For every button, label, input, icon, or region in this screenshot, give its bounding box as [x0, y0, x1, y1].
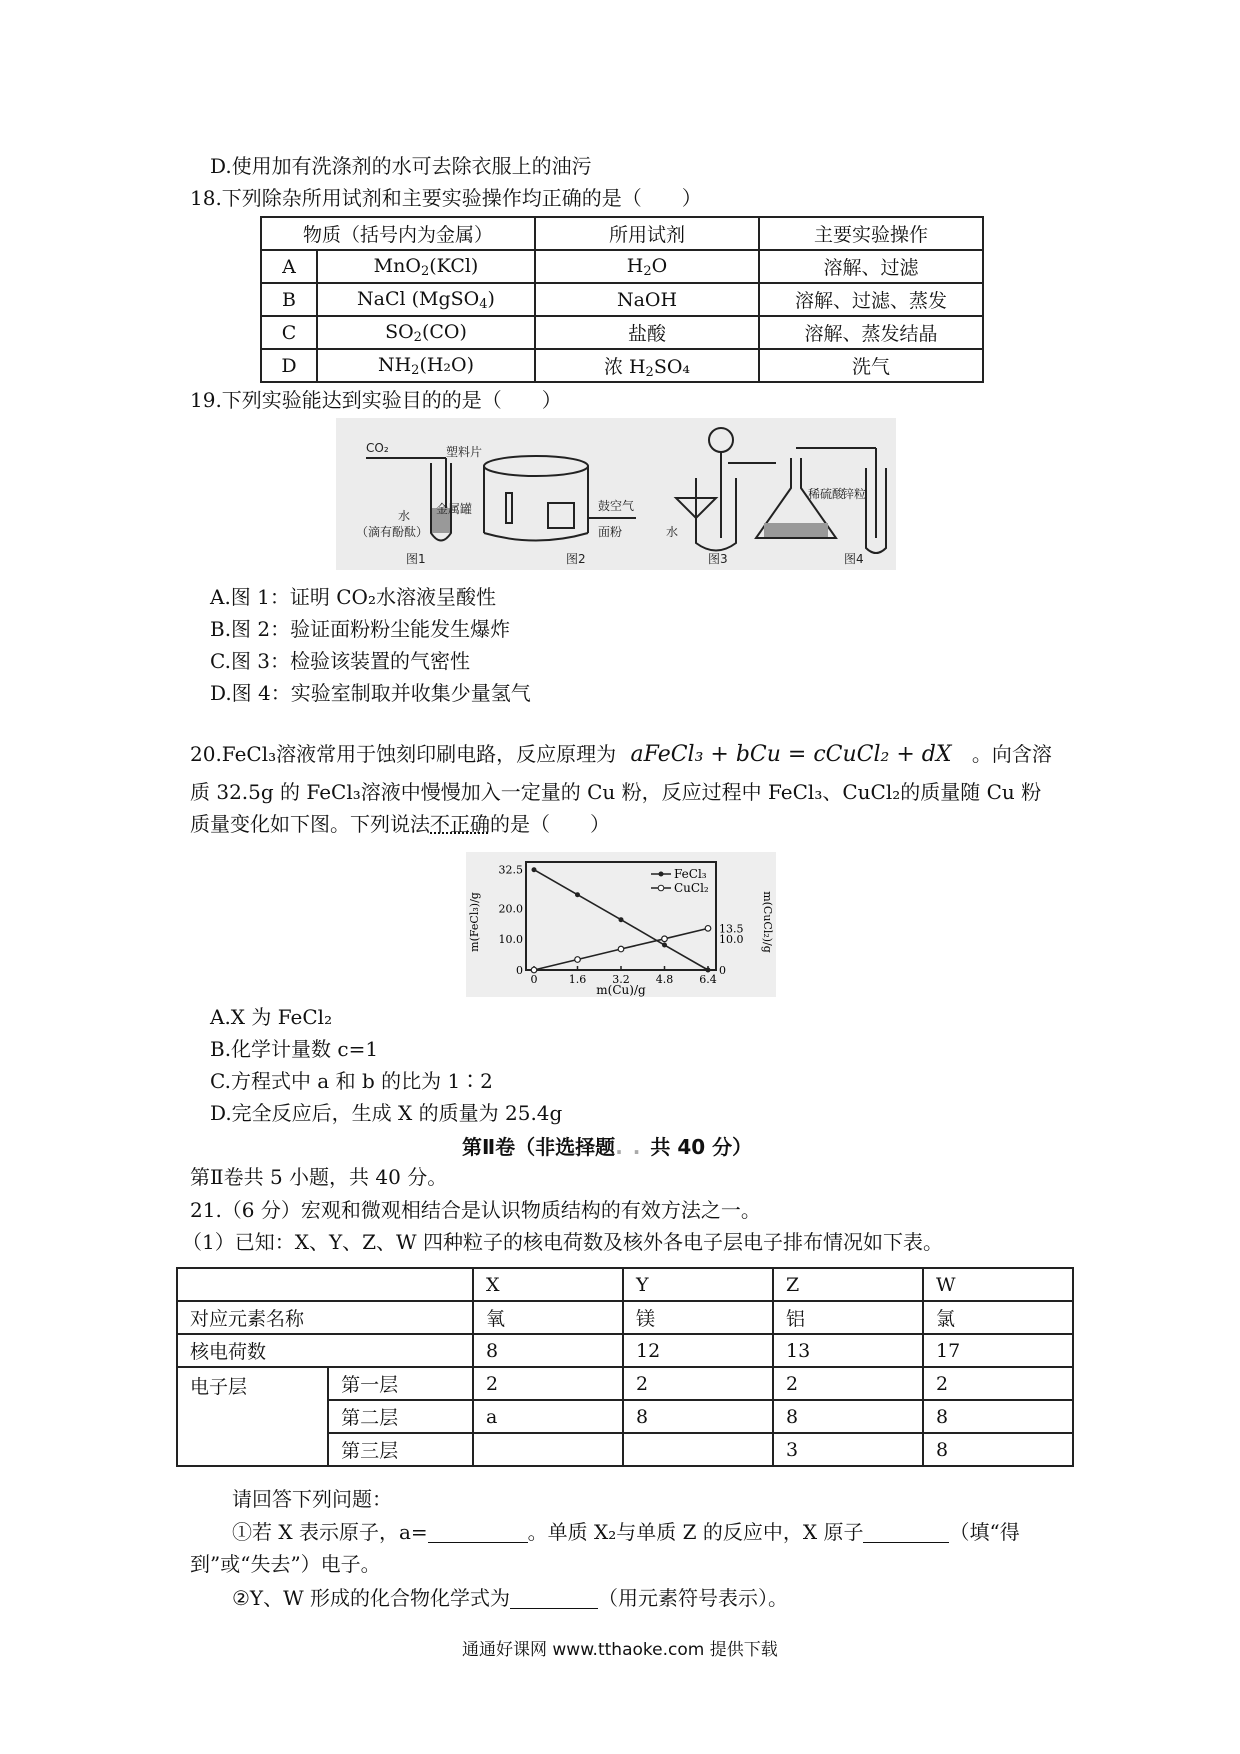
fig1-co2-label: CO₂ — [366, 441, 389, 455]
substance: NaCl (MgSO$_4$) — [317, 283, 535, 316]
col-w: W — [923, 1268, 1073, 1301]
data-point-cucl2 — [575, 957, 581, 963]
part2-description: 第Ⅱ卷共 5 小题，共 40 分。 — [190, 1165, 448, 1189]
x-tick-label: 1.6 — [568, 973, 587, 986]
row-element-name: 对应元素名称 氧 镁 铝 氯 — [177, 1301, 1073, 1334]
y-left-tick-label: 0 — [516, 964, 523, 977]
fig1-water-label: 水 — [398, 509, 411, 523]
q21-prompt: 请回答下列问题： — [232, 1487, 392, 1511]
row-nuclear-charge: 核电荷数 8 12 13 17 — [177, 1334, 1073, 1367]
q20-option-a: A.X 为 FeCl₂ — [210, 1005, 333, 1029]
col-y: Y — [623, 1268, 773, 1301]
x-tick-label: 3.2 — [612, 973, 630, 986]
fig2-caption: 图2 — [566, 552, 586, 566]
fig2-flour-label: 面粉 — [598, 525, 623, 539]
row-label: D — [261, 349, 317, 382]
q20-equation: aFeCl₃ + bCu = cCuCl₂ + dX — [630, 742, 952, 767]
y-right-tick-label: 0 — [719, 964, 726, 977]
page-footer: 通通好课网 www.tthaoke.com 提供下载 — [462, 1640, 778, 1660]
x-tick-label: 4.8 — [655, 973, 674, 986]
data-point-fecl3 — [532, 867, 537, 872]
legend-marker — [659, 872, 664, 877]
y-right-tick-label: 13.5 — [719, 922, 744, 936]
legend-label: CuCl₂ — [674, 881, 709, 895]
reagent: 盐酸 — [535, 316, 759, 349]
y-right-tick-label: 10.0 — [719, 933, 744, 947]
reagent: 浓 $H_2SO_4$ — [535, 349, 759, 382]
reagent: $H_2O$ — [535, 250, 759, 283]
fig3-caption: 图3 — [708, 552, 728, 566]
y-right-axis-label: m(CuCl₂)/g — [761, 891, 774, 953]
q20-option-d: D.完全反应后，生成 X 的质量为 25.4g — [210, 1101, 563, 1125]
data-point-cucl2 — [618, 946, 624, 952]
q19-option-b: B.图 2：验证面粉粉尘能发生爆炸 — [210, 617, 511, 641]
legend-label: FeCl₃ — [674, 867, 707, 881]
q20-stem-line2: 质 32.5g 的 FeCl₃溶液中慢慢加入一定量的 Cu 粉，反应过程中 FeCl₃、CuCl₂的质量随 Cu 粉 — [190, 780, 1042, 804]
q19-option-d: D.图 4：实验室制取并收集少量氢气 — [210, 681, 531, 705]
q18-header-substance: 物质（括号内为金属） — [261, 217, 535, 250]
q20-stem-line1 — [190, 740, 1052, 769]
q19-option-c: C.图 3：检验该装置的气密性 — [210, 649, 471, 673]
substance: $SO_2(CO)$ — [317, 316, 535, 349]
fig1-note-label: （滴有酚酞） — [356, 525, 429, 539]
row-label: A — [261, 250, 317, 283]
q18-table — [260, 216, 984, 383]
answer-blank-a[interactable] — [428, 1522, 528, 1543]
data-point-fecl3 — [619, 917, 624, 922]
x-tick-label: 0 — [530, 973, 538, 986]
operation: 溶解、过滤 — [759, 250, 983, 283]
fig4-acid-label: 稀硫酸 — [808, 487, 845, 501]
col-z: Z — [773, 1268, 923, 1301]
q21-question-1-cont: 到”或“失去”）电子。 — [190, 1552, 381, 1576]
reagent: NaOH — [535, 283, 759, 316]
q18-stem: 18.下列除杂所用试剂和主要实验操作均正确的是（ ） — [190, 186, 702, 210]
operation: 溶解、过滤、蒸发 — [759, 283, 983, 316]
row-label: C — [261, 316, 317, 349]
q20-chart — [466, 852, 776, 997]
q20-stem-b: 。向含溶 — [971, 742, 1052, 766]
y-left-axis-label: m(FeCl₃)/g — [468, 892, 481, 952]
q18-row-c — [261, 316, 983, 349]
data-point-fecl3 — [575, 892, 580, 897]
data-point-cucl2 — [705, 926, 711, 932]
q19-apparatus-figure — [336, 418, 896, 570]
q18-header-reagent: 所用试剂 — [535, 217, 759, 250]
fig4-caption: 图4 — [844, 552, 864, 566]
q18-header-operation: 主要实验操作 — [759, 217, 983, 250]
data-point-fecl3 — [706, 968, 711, 973]
q21-table — [176, 1267, 1074, 1467]
q19-stem: 19.下列实验能达到实验目的的是（ ） — [190, 388, 562, 412]
operation: 溶解、蒸发结晶 — [759, 316, 983, 349]
fig4-zinc-label: 锌粒 — [842, 487, 867, 501]
substance: $NH_2(H_2O)$ — [317, 349, 535, 382]
q21-stem: 21.（6 分）宏观和微观相结合是认识物质结构的有效方法之一。 — [190, 1198, 761, 1222]
x-axis-label: m(Cu)/g — [596, 983, 646, 997]
part2-heading: 第Ⅱ卷（非选择题..共 40 分） — [462, 1135, 753, 1159]
q17-option-d: D.使用加有洗涤剂的水可去除衣服上的油污 — [210, 154, 592, 178]
operation: 洗气 — [759, 349, 983, 382]
q21-sub1: （1）已知：X、Y、Z、W 四种粒子的核电荷数及核外各电子层电子排布情况如下表。 — [182, 1230, 943, 1254]
q19-option-a: A.图 1：证明 CO₂水溶液呈酸性 — [210, 585, 496, 609]
q20-emphasis: 不正确 — [430, 812, 490, 836]
fig1-caption: 图1 — [406, 552, 426, 566]
y-left-tick-label: 32.5 — [498, 863, 523, 877]
data-point-fecl3 — [662, 943, 667, 948]
fig2-air-label: 鼓空气 — [598, 499, 635, 513]
q21-question-2: ②Y、W 形成的化合物化学式为 （用元素符号表示）。 — [232, 1586, 789, 1610]
legend-marker — [658, 885, 664, 891]
q20-stem-a: 20.FeCl₃溶液常用于蚀刻印刷电路，反应原理为 — [190, 742, 617, 766]
q20-option-b: B.化学计量数 c=1 — [210, 1037, 379, 1061]
y-left-tick-label: 10.0 — [498, 933, 523, 947]
q18-row-b — [261, 283, 983, 316]
fig2-can-label: 金属罐 — [436, 502, 473, 516]
answer-blank-gain-lose[interactable] — [863, 1522, 949, 1543]
data-point-cucl2 — [531, 967, 537, 973]
q21-question-1: ①若 X 表示原子，a= 。单质 X₂与单质 Z 的反应中，X 原子 （填“得 — [232, 1520, 1020, 1544]
fig2-plastic-label: 塑料片 — [446, 445, 483, 459]
row-label: B — [261, 283, 317, 316]
y-left-tick-label: 20.0 — [498, 902, 523, 916]
q20-stem-line3: 质量变化如下图。下列说法不正确的是（ ） — [190, 812, 610, 836]
q18-row-a — [261, 250, 983, 283]
q20-option-c: C.方程式中 a 和 b 的比为 1∶2 — [210, 1069, 493, 1093]
answer-blank-formula[interactable] — [510, 1588, 598, 1609]
shell-label: 电子层 — [177, 1367, 328, 1466]
x-tick-label: 6.4 — [699, 973, 717, 986]
substance: MnO$_2$(KCl) — [317, 250, 535, 283]
row-shell-3: 第三层 3 8 — [177, 1433, 1073, 1466]
data-point-cucl2 — [662, 936, 668, 942]
col-x: X — [473, 1268, 623, 1301]
q18-row-d — [261, 349, 983, 382]
row-shell-2: 第二层 a 8 8 8 — [177, 1400, 1073, 1433]
row-shell-1: 电子层 第一层 2 2 2 2 — [177, 1367, 1073, 1400]
fig3-water-label: 水 — [666, 525, 679, 539]
